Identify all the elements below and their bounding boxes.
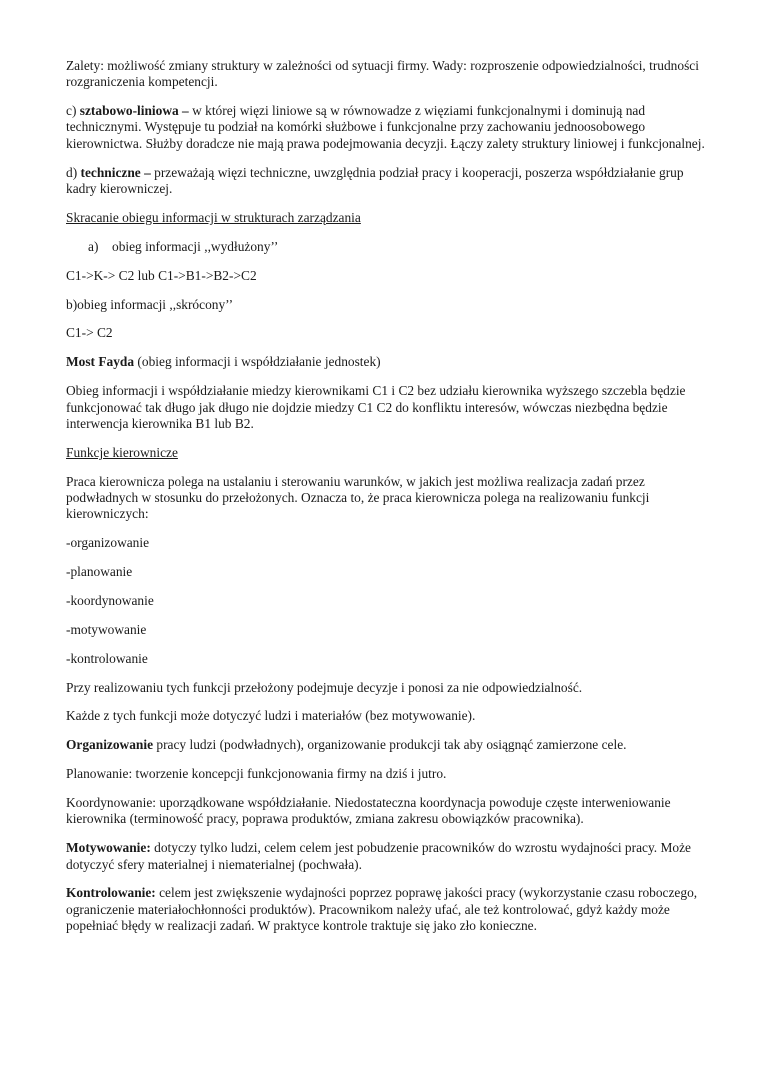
function-item: -kontrolowanie (66, 650, 148, 666)
function-item: -koordynowanie (66, 592, 154, 608)
paragraph-obieg: Obieg informacji i współdziałanie miedzy kierownikami C1 i C2 bez udziału kierownika wyższego szczebla będzie funkcjonować tak długo jak długo nie dojdzie miedzy C1 C2 do konfliktu interesów, wówczas niezbędna będzie interwencja kierownika B1 lub B2. (66, 383, 686, 431)
paragraph-kazde: Każde z tych funkcji może dotyczyć ludzi i materiałów (bez motywowanie). (66, 708, 476, 724)
term-most-fayda: Most Fayda (66, 354, 135, 370)
paragraph-organizowanie (66, 737, 706, 753)
paragraph-text: przeważają więzi techniczne, uwzględnia podział pracy i kooperacji, poszerza współdziałanie grup kadry kierowniczej. (66, 164, 684, 196)
term-organizowanie: Organizowanie (66, 737, 154, 753)
term-sztabowo-liniowa: sztabowo-liniowa – (79, 103, 189, 119)
list-item-b: b)obieg informacji ,,skrócony’’ (66, 296, 234, 312)
list-marker-c: c) (66, 103, 80, 119)
paragraph-text: (obieg informacji i współdziałanie jednostek) (134, 354, 381, 370)
list-item-a (66, 239, 706, 255)
paragraph-techniczne (66, 165, 706, 198)
paragraph-kontrolowanie (66, 885, 706, 934)
section-heading-funkcje: Funkcje kierownicze (66, 444, 178, 460)
function-item: -organizowanie (66, 535, 150, 551)
list-item-text: obieg informacji ,,wydłużony’’ (112, 238, 279, 254)
paragraph-most-fayda (66, 354, 706, 370)
term-motywowanie: Motywowanie: (66, 840, 151, 856)
paragraph-planowanie: Planowanie: tworzenie koncepcji funkcjonowania firmy na dziś i jutro. (66, 766, 447, 782)
paragraph-koordynowanie: Koordynowanie: uporządkowane współdziałanie. Niedostateczna koordynacja powoduje częste interweniowanie kierownika (terminowość pracy, poprawa produktów, zmiana zakresu obowiązków pracownika). (66, 795, 671, 827)
paragraph-motywowanie (66, 840, 706, 873)
paragraph-praca: Praca kierownicza polega na ustalaniu i sterowaniu warunków, w jakich jest możliwa realizacja zadań przez podwładnych w stosunku do przełożonych. Oznacza to, że praca kierownicza polega na realizowaniu funkcji kierowniczych: (66, 473, 650, 522)
document-page (66, 58, 706, 947)
paragraph-text: celem jest zwiększenie wydajności poprzez poprawę jakości pracy (wykorzystanie czasu roboczego, ograniczenie materiałochłonności produktów). Pracownikom należy ufać, ale też kontrolować, gdyż każdy może popełniać błędy w realizacji zadań. W praktyce kontrole traktuje się jako zło konieczne. (66, 885, 698, 934)
flow-wydluzony: C1->K-> C2 lub C1->B1->B2->C2 (66, 267, 257, 283)
paragraph-text: dotyczy tylko ludzi, celem celem jest pobudzenie pracowników do wzrostu wydajności pracy. Może dotyczyć sfery materialnej i niematerialnej (pochwała). (66, 840, 691, 872)
paragraph-zalety: Zalety: możliwość zmiany struktury w zależności od sytuacji firmy. Wady: rozproszenie odpowiedzialności, trudności rozgraniczenia kompetencji. (66, 58, 699, 90)
paragraph-text: w której więzi liniowe są w równowadze z więziami funkcjonalnymi i dominują nad technicznymi. Występuje tu podział na komórki służbowe i funkcjonalne przy zachowaniu jednoosobowego kierownictwa. Służby doradcze nie mają prawa podejmowania decyzji. Łączy zalety struktury liniowej i funkcjonalnej. (66, 103, 705, 151)
list-marker-d: d) (66, 164, 81, 180)
flow-skrocony: C1-> C2 (66, 325, 113, 341)
section-heading-skracanie: Skracanie obiegu informacji w strukturach zarządzania (66, 209, 361, 225)
function-item: -motywowanie (66, 621, 147, 637)
list-marker-a: a) (88, 238, 99, 254)
term-kontrolowanie: Kontrolowanie: (66, 885, 156, 901)
term-techniczne: techniczne – (80, 164, 151, 180)
function-item: -planowanie (66, 563, 133, 579)
paragraph-przy: Przy realizowaniu tych funkcji przełożony podejmuje decyzje i ponosi za nie odpowiedzialność. (66, 679, 583, 695)
paragraph-sztabowo-liniowa (66, 103, 706, 152)
paragraph-text: pracy ludzi (podwładnych), organizowanie produkcji tak aby osiągnąć zamierzone cele. (153, 737, 627, 753)
